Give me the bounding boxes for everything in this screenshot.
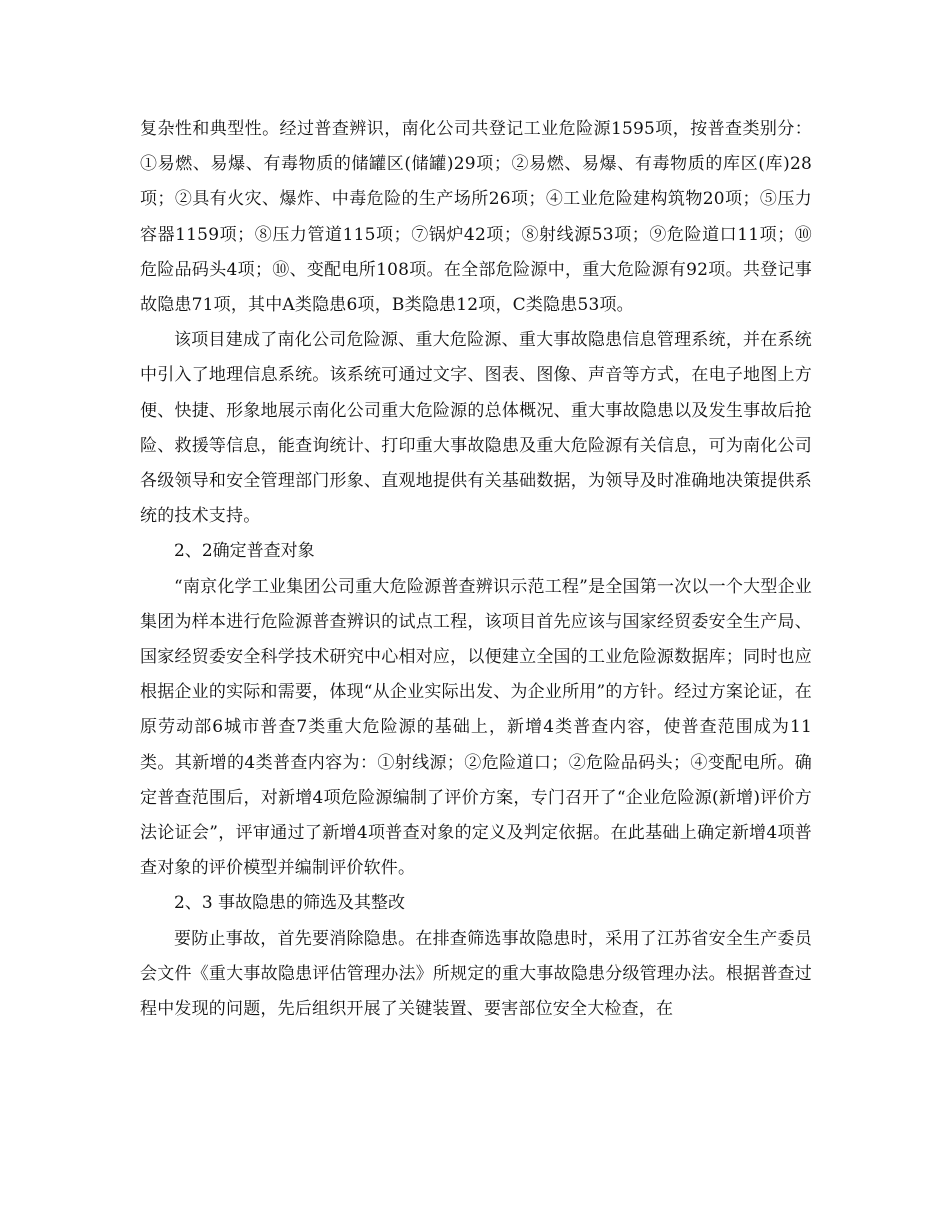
document-page — [140, 112, 812, 1027]
section-heading-2-3: 2、3 事故隐患的筛选及其整改 — [174, 893, 406, 914]
section-heading-2-2: 2、2确定普查对象 — [174, 541, 315, 562]
paragraph-survey-objects: “南京化学工业集团公司重大危险源普查辨识示范工程”是全国第一次以一个大型企业集团为样本进行危险源普查辨识的试点工程，该项目首先应该与国家经贸委安全生产局、国家经贸委安全科学技术研究中心相对应，以便建立全国的工业危险源数据库；同时也应根据企业的实际和需要，体现“从企业实际出发、为企业所用”的方针。经过方案论证，在原劳动部6城市普查7类重大危险源的基础上，新增4类普查内容，使普查范围成为11类。其新增的4类普查内容为：①射线源；②危险道口；②危险品码头；④变配电所。确定普查范围后，对新增4项危险源编制了评价方案，专门召开了“企业危险源(新增)评价方法论证会”，评审通过了新增4项普查对象的定义及判定依据。在此基础上确定新增4项普查对象的评价模型并编制评价软件。 — [140, 576, 812, 879]
paragraph-hazard-screening: 要防止事故，首先要消除隐患。在排查筛选事故隐患时，采用了江苏省安全生产委员会文件《重大事故隐患评估管理办法》所规定的重大事故隐患分级管理办法。根据普查过程中发现的问题，先后组织开展了关键装置、要害部位安全大检查，在 — [140, 928, 812, 1020]
paragraph-hazard-summary: 复杂性和典型性。经过普查辨识，南化公司共登记工业危险源1595项，按普查类别分：①易燃、易爆、有毒物质的储罐区(储罐)29项；②易燃、易爆、有毒物质的库区(库)28项；②具有火灾、爆炸、中毒危险的生产场所26项；④工业危险建构筑物20项；⑤压力容器1159项；⑧压力管道115项；⑦锅炉42项；⑧射线源53项；⑨危险道口11项；⑩危险品码头4项；⑩、变配电所108项。在全部危险源中，重大危险源有92项。共登记事故隐患71项，其中A类隐患6项，B类隐患12项，C类隐患53项。 — [140, 119, 813, 316]
paragraph-info-system: 该项目建成了南化公司危险源、重大危险源、重大事故隐患信息管理系统，并在系统中引入了地理信息系统。该系统可通过文字、图表、图像、声音等方式，在电子地图上方便、快捷、形象地展示南化公司重大危险源的总体概况、重大事故隐患以及发生事故后抢险、救援等信息，能查询统计、打印重大事故隐患及重大危险源有关信息，可为南化公司各级领导和安全管理部门形象、直观地提供有关基础数据，为领导及时准确地决策提供系统的技术支持。 — [140, 330, 812, 527]
